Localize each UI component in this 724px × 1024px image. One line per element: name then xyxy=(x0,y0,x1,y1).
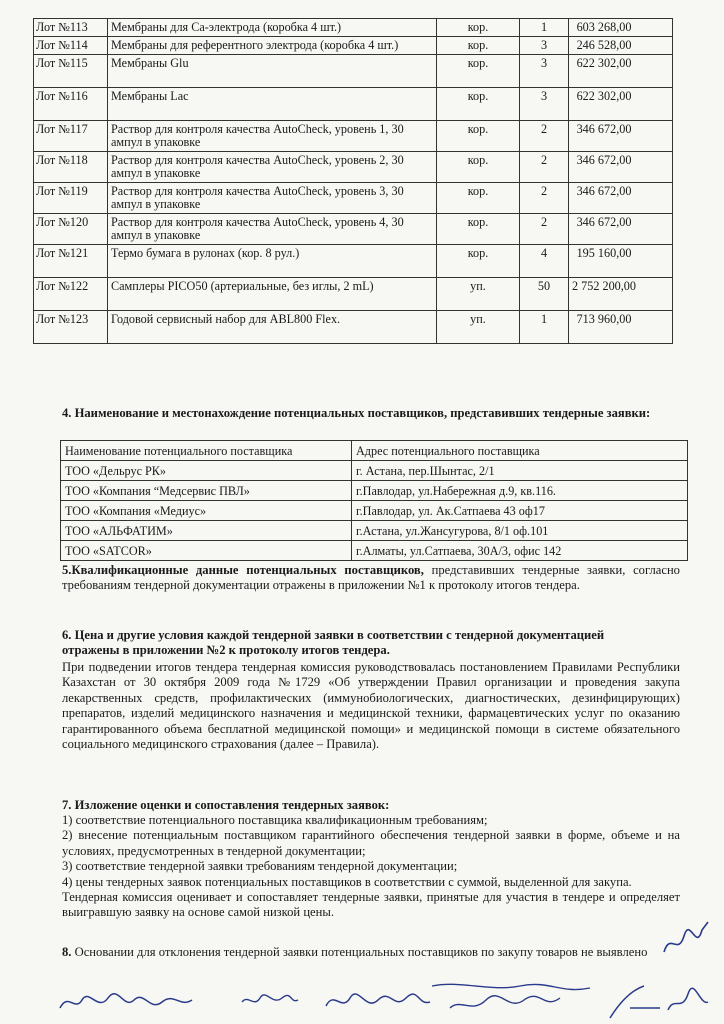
lot-qty: 50 xyxy=(520,278,569,311)
lot-unit: кор. xyxy=(437,55,520,88)
lot-number: Лот №115 xyxy=(34,55,108,88)
lot-number: Лот №120 xyxy=(34,214,108,245)
lot-number: Лот №119 xyxy=(34,183,108,214)
lots-table xyxy=(33,18,673,344)
lot-qty: 2 xyxy=(520,121,569,152)
lot-row xyxy=(34,311,673,344)
lot-qty: 3 xyxy=(520,37,569,55)
lot-qty: 4 xyxy=(520,245,569,278)
supplier-name: ТОО «Компания “Медсервис ПВЛ» xyxy=(61,481,352,501)
supplier-name: ТОО «Компания «Медиус» xyxy=(61,501,352,521)
supplier-name: ТОО «SATCOR» xyxy=(61,541,352,561)
lot-number: Лот №114 xyxy=(34,37,108,55)
lot-name: Мембраны для Ca-электрода (коробка 4 шт.) xyxy=(108,19,437,37)
lot-sum: 346 672,00 xyxy=(569,152,673,183)
lot-sum: 346 672,00 xyxy=(569,183,673,214)
lot-qty: 2 xyxy=(520,152,569,183)
lot-number: Лот №122 xyxy=(34,278,108,311)
section8 xyxy=(62,945,674,960)
lot-sum: 713 960,00 xyxy=(569,311,673,344)
lot-qty: 2 xyxy=(520,214,569,245)
lot-row xyxy=(34,152,673,183)
supplier-address: г.Павлодар, ул. Ак.Сатпаева 43 оф17 xyxy=(352,501,688,521)
lot-row xyxy=(34,121,673,152)
lot-name: Мембраны Lac xyxy=(108,88,437,121)
section5-heading: 5.Квалификационные данные потенциальных поставщиков, xyxy=(62,563,424,577)
lot-row xyxy=(34,55,673,88)
section7-item: 3) соответствие тендерной заявки требованиям тендерной документации; xyxy=(62,859,458,874)
col-name-header: Наименование потенциального поставщика xyxy=(61,441,352,461)
section7-item: 1) соответствие потенциального поставщика квалификационным требованиям; xyxy=(62,813,488,827)
lot-number: Лот №121 xyxy=(34,245,108,278)
lot-row xyxy=(34,19,673,37)
lot-unit: кор. xyxy=(437,37,520,55)
lot-unit: кор. xyxy=(437,121,520,152)
supplier-address: г.Астана, ул.Жансугурова, 8/1 оф.101 xyxy=(352,521,688,541)
lot-number: Лот №118 xyxy=(34,152,108,183)
supplier-name: ТОО «Дельрус РК» xyxy=(61,461,352,481)
section8-heading: 8. xyxy=(62,945,72,959)
lot-unit: уп. xyxy=(437,311,520,344)
lot-number: Лот №117 xyxy=(34,121,108,152)
section7-item: 4) цены тендерных заявок потенциальных поставщиков в соответствии с суммой, выделенной для закупа. xyxy=(62,874,632,889)
lot-unit: кор. xyxy=(437,152,520,183)
lot-sum: 603 268,00 xyxy=(569,19,673,37)
section7-item: 2) внесение потенциальным поставщиком гарантийного обеспечения тендерной заявки в форме, объеме и на условиях, предусмотренных в тендерной документации; xyxy=(62,828,680,858)
lot-number: Лот №123 xyxy=(34,311,108,344)
lot-unit: кор. xyxy=(437,183,520,214)
section6-heading: 6. Цена и другие условия каждой тендерной заявки в соответствии с тендерной документацией отражены в приложении №2 к протоколу итогов тендера. xyxy=(62,628,605,658)
lot-sum: 2 752 200,00 xyxy=(569,278,673,311)
lot-sum: 622 302,00 xyxy=(569,55,673,88)
supplier-address: г. Астана, пер.Шынтас, 2/1 xyxy=(352,461,688,481)
signatures-image xyxy=(20,982,710,1022)
supplier-row xyxy=(61,481,688,501)
lot-name: Раствор для контроля качества AutoCheck, уровень 3, 30 ампул в упаковке xyxy=(108,183,437,214)
supplier-address: г.Павлодар, ул.Набережная д.9, кв.116. xyxy=(352,481,688,501)
section7-heading: 7. Изложение оценки и сопоставления тендерных заявок: xyxy=(62,798,390,812)
suppliers-table xyxy=(60,440,688,561)
section5-text: представивших тендерные заявки, согласно требованиям тендерной документации отражены в приложении №1 к протоколу итогов тендера. xyxy=(62,563,680,593)
lot-row xyxy=(34,37,673,55)
lot-row xyxy=(34,183,673,214)
lot-unit: кор. xyxy=(437,19,520,37)
lot-name: Мембраны для референтного электрода (коробка 4 шт.) xyxy=(108,37,437,55)
lot-sum: 246 528,00 xyxy=(569,37,673,55)
section4-heading: 4. Наименование и местонахождение потенциальных поставщиков, представивших тендерные заявки: xyxy=(62,406,651,420)
supplier-row xyxy=(61,541,688,561)
lot-row xyxy=(34,278,673,311)
lot-row xyxy=(34,245,673,278)
section6-text: При подведении итогов тендера тендерная комиссия руководствовалась постановлением Правилами Республики Казахстан от 30 октября 2009 года №1729 «Об утверждении Правил организации и проведения закупа лекарственных средств, профилактических (иммунобиологических, диагностических, дезинфицирующих) препаратов, изделий медицинского назначения и медицинской техники, фармацевтических услуг по оказанию гарантированного объема бесплатной медицинской помощи» и медицинской помощи в системе обязательного социального медицинского страхования (далее – Правила). xyxy=(62,660,680,752)
lot-qty: 3 xyxy=(520,55,569,88)
lot-unit: кор. xyxy=(437,214,520,245)
lot-qty: 3 xyxy=(520,88,569,121)
suppliers-header-row xyxy=(61,441,688,461)
lot-name: Раствор для контроля качества AutoCheck, уровень 1, 30 ампул в упаковке xyxy=(108,121,437,152)
lot-unit: кор. xyxy=(437,88,520,121)
supplier-row xyxy=(61,521,688,541)
supplier-address: г.Алматы, ул.Сатпаева, 30А/3, офис 142 xyxy=(352,541,688,561)
lot-sum: 195 160,00 xyxy=(569,245,673,278)
lot-name: Самплеры PICO50 (артериальные, без иглы, 2 mL) xyxy=(108,278,437,311)
lot-sum: 622 302,00 xyxy=(569,88,673,121)
lot-qty: 1 xyxy=(520,311,569,344)
section5 xyxy=(62,563,680,594)
lot-row xyxy=(34,214,673,245)
lot-name: Раствор для контроля качества AutoCheck, уровень 4, 30 ампул в упаковке xyxy=(108,214,437,245)
lot-sum: 346 672,00 xyxy=(569,214,673,245)
supplier-row xyxy=(61,461,688,481)
lot-unit: кор. xyxy=(437,245,520,278)
supplier-row xyxy=(61,501,688,521)
section8-text: Основании для отклонения тендерной заявки потенциальных поставщиков по закупу товаров не выявлено xyxy=(71,945,648,959)
lot-number: Лот №113 xyxy=(34,19,108,37)
col-addr-header: Адрес потенциального поставщика xyxy=(352,441,688,461)
section7-list xyxy=(62,813,680,921)
lot-qty: 2 xyxy=(520,183,569,214)
supplier-name: ТОО «АЛЬФАТИМ» xyxy=(61,521,352,541)
lot-row xyxy=(34,88,673,121)
lot-name: Раствор для контроля качества AutoCheck, уровень 2, 30 ампул в упаковке xyxy=(108,152,437,183)
lot-unit: уп. xyxy=(437,278,520,311)
initials-image xyxy=(656,912,716,972)
lot-number: Лот №116 xyxy=(34,88,108,121)
lot-name: Мембраны Glu xyxy=(108,55,437,88)
section7-closing: Тендерная комиссия оценивает и сопоставляет тендерные заявки, принятые для участия в тендере и определяет выигравшую заявку на основе самой низкой цены. xyxy=(62,890,680,920)
lot-name: Термо бумага в рулонах (кор. 8 рул.) xyxy=(108,245,437,278)
lot-name: Годовой сервисный набор для ABL800 Flex. xyxy=(108,311,437,344)
lot-qty: 1 xyxy=(520,19,569,37)
lot-sum: 346 672,00 xyxy=(569,121,673,152)
